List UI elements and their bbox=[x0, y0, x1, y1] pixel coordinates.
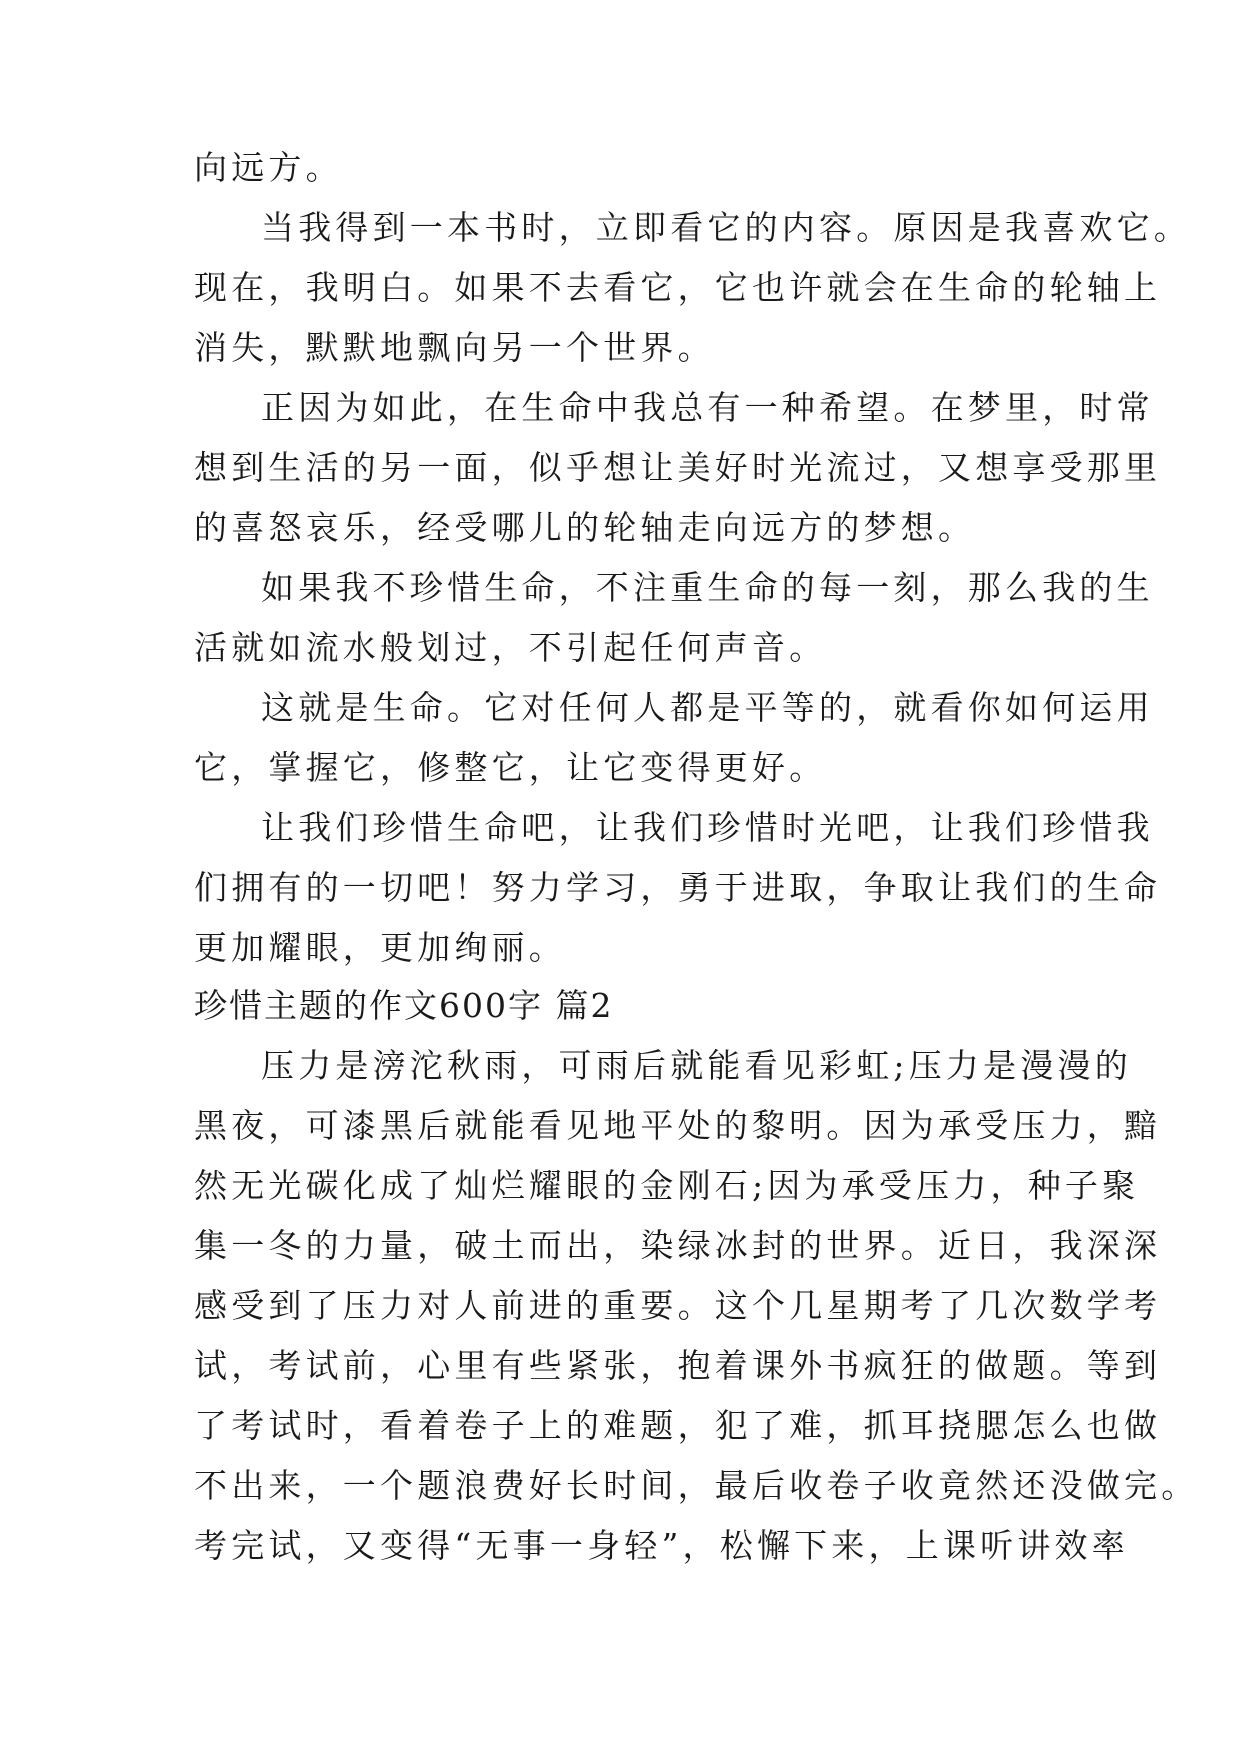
text-line: 不出来，一个题浪费好长时间，最后收卷子收竟然还没做完。 bbox=[194, 1466, 1199, 1505]
paragraph-first-line: 压力是滂沱秋雨，可雨后就能看见彩虹;压力是漫漫的 bbox=[261, 1046, 1132, 1085]
section-heading: 珍惜主题的作文600字 篇2 bbox=[194, 986, 614, 1025]
text-line: 想到生活的另一面，似乎想让美好时光流过，又想享受那里 bbox=[194, 448, 1162, 487]
text-line: 向远方。 bbox=[194, 148, 343, 187]
text-line: 它，掌握它，修整它，让它变得更好。 bbox=[194, 748, 827, 787]
text-line: 考完试，又变得“无事一身轻”，松懈下来，上课听讲效率 bbox=[194, 1526, 1129, 1565]
text-line: 消失，默默地飘向另一个世界。 bbox=[194, 328, 715, 367]
text-line: 现在，我明白。如果不去看它，它也许就会在生命的轮轴上 bbox=[194, 268, 1162, 307]
paragraph-first-line: 当我得到一本书时，立即看它的内容。原因是我喜欢它。 bbox=[261, 208, 1191, 247]
text-line: 们拥有的一切吧！努力学习，勇于进取，争取让我们的生命 bbox=[194, 868, 1162, 907]
text-line: 了考试时，看着卷子上的难题，犯了难，抓耳挠腮怎么也做 bbox=[194, 1406, 1162, 1445]
text-line: 试，考试前，心里有些紧张，抱着课外书疯狂的做题。等到 bbox=[194, 1346, 1162, 1385]
paragraph-first-line: 如果我不珍惜生命，不注重生命的每一刻，那么我的生 bbox=[261, 568, 1154, 607]
paragraph-first-line: 这就是生命。它对任何人都是平等的，就看你如何运用 bbox=[261, 688, 1154, 727]
text-line: 集一冬的力量，破土而出，染绿冰封的世界。近日，我深深 bbox=[194, 1226, 1162, 1265]
paragraph-first-line: 正因为如此，在生命中我总有一种希望。在梦里，时常 bbox=[261, 388, 1154, 427]
text-line: 黑夜，可漆黑后就能看见地平处的黎明。因为承受压力，黯 bbox=[194, 1106, 1162, 1145]
text-line: 更加耀眼，更加绚丽。 bbox=[194, 928, 566, 967]
text-line: 感受到了压力对人前进的重要。这个几星期考了几次数学考 bbox=[194, 1286, 1162, 1325]
text-line: 活就如流水般划过，不引起任何声音。 bbox=[194, 628, 827, 667]
text-line: 的喜怒哀乐，经受哪儿的轮轴走向远方的梦想。 bbox=[194, 508, 976, 547]
text-line: 然无光碳化成了灿烂耀眼的金刚石;因为承受压力，种子聚 bbox=[194, 1166, 1140, 1205]
paragraph-first-line: 让我们珍惜生命吧，让我们珍惜时光吧，让我们珍惜我 bbox=[261, 808, 1154, 847]
